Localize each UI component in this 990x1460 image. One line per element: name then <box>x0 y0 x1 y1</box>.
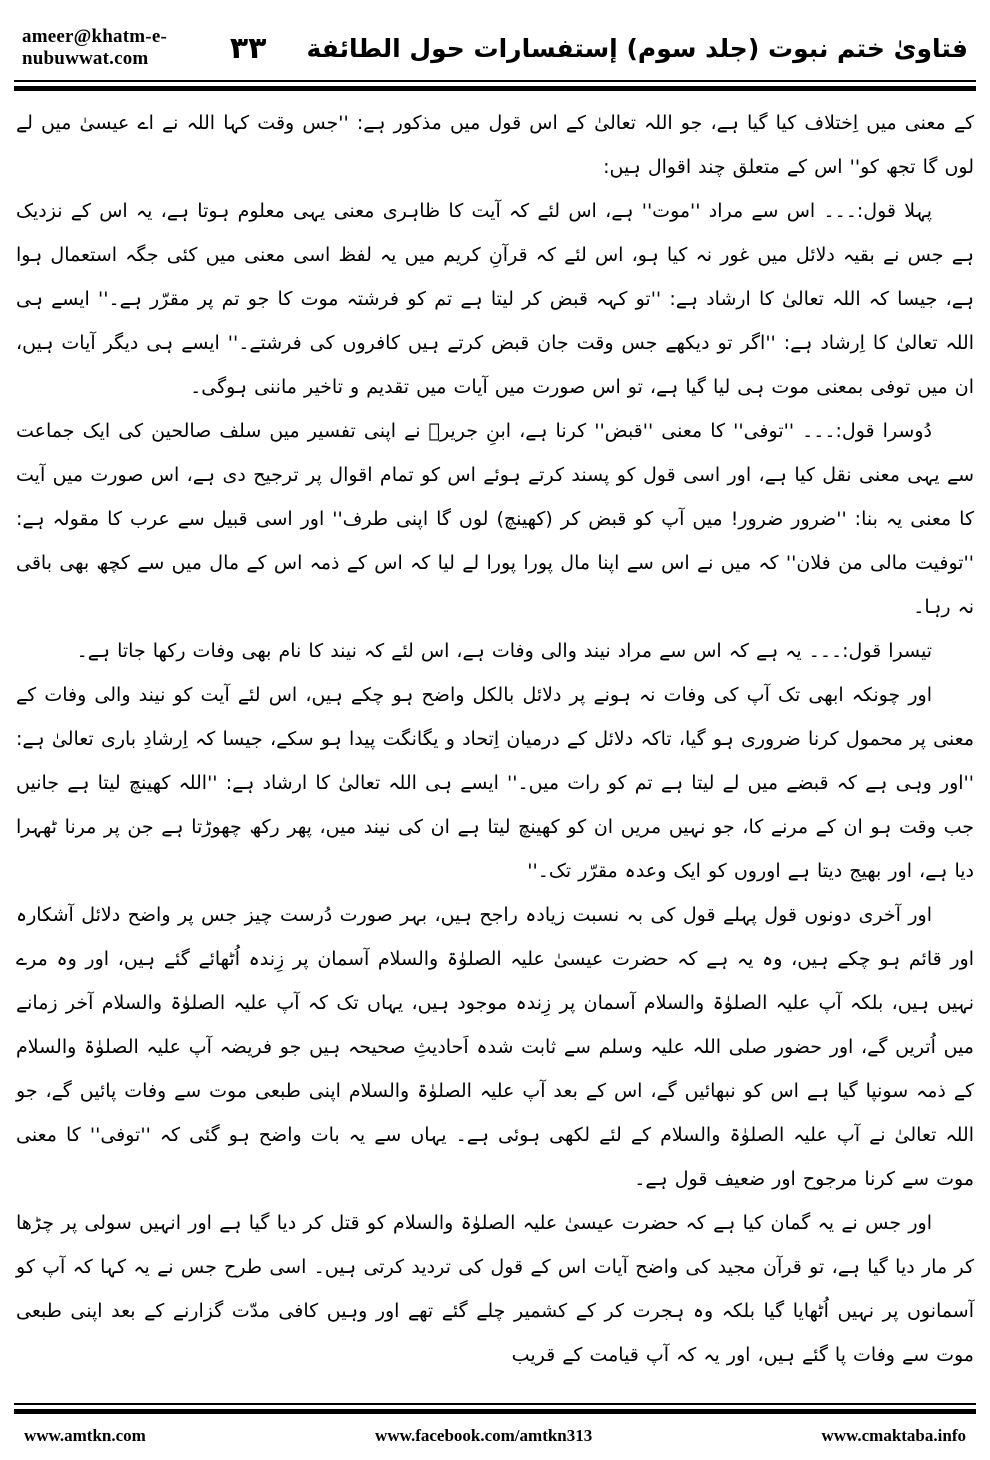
page-number: ۳۳ <box>229 30 267 66</box>
paragraph-continuation: کے معنی میں اِختلاف کیا گیا ہے، جو اللہ تعالیٰ کے اس قول میں مذکور ہے: ''جس وقت کہا اللہ نے اے عیسیٰ میں لے لوں گا تجھ کو'' اس کے متعلق چند اقوال ہیں: <box>16 112 974 178</box>
page-footer <box>14 1403 976 1452</box>
header-divider <box>14 80 976 91</box>
paragraph-third-opinion: تیسرا قول:۔۔۔ یہ ہے کہ اس سے مراد نیند والی وفات ہے، اس لئے کہ نیند کا نام بھی وفات رکھا جاتا ہے۔ <box>76 640 932 662</box>
paragraph-second-opinion: دُوسرا قول:۔۔۔ ''توفی'' کا معنی ''قبض'' کرنا ہے، ابنِ جریرؒ نے اپنی تفسیر میں سلف صالحین کی ایک جماعت سے یہی معنی نقل کیا ہے، اور اسی قول کو پسند کرتے ہوئے اس کو تمام اقوال پر ترجیح دی ہے، اس صورت میں آیت کا معنی یہ بنا: ''ضرور ضرور! میں آپ کو قبض کر (کھینچ) لوں گا اپنی طرف'' اور اسی قبیل سے عرب کا مقولہ ہے: ''توفیت مالی من فلان'' کہ میں نے اس سے اپنا مال پورا پورا لے لیا کہ اس کے ذمہ اس کے مال میں سے کچھ بھی باقی نہ رہا۔ <box>16 420 974 618</box>
book-title: فتاویٰ ختم نبوت (جلد سوم) إستفسارات حول الطائفة <box>306 33 968 63</box>
header-email: ameer@khatm-e-nubuwwat.com <box>22 26 167 69</box>
paragraph-refutation: اور جس نے یہ گمان کیا ہے کہ حضرت عیسیٰ علیہ الصلوٰۃ والسلام کو قتل کر دیا گیا ہے اور انہیں سولی پر چڑھا کر مار دیا گیا ہے، تو قرآن مجید کی واضح آیات اس کے قول کی تردید کرتی ہیں۔ اسی طرح جس نے یہ کہا کہ آپ کو آسمانوں پر نہیں اُٹھایا گیا بلکہ وہ ہجرت کر کے کشمیر چلے گئے تھے اور وہیں کافی مدّت گزارنے کے بعد اپنی طبعی موت سے وفات پا گئے ہیں، اور یہ کہ آپ قیامت کے قریب <box>16 1212 974 1366</box>
footer-link-amtkn: www.amtkn.com <box>24 1426 146 1445</box>
paragraph-explanation: اور چونکہ ابھی تک آپ کی وفات نہ ہونے پر دلائل بالکل واضح ہو چکے ہیں، اس لئے آیت کو نیند والی وفات کے معنی پر محمول کرنا ضروری ہو گیا، تاکہ دلائل کے درمیان اِتحاد و یگانگت پیدا ہو سکے، جیسا کہ اِرشادِ باری تعالیٰ ہے: ''اور وہی ہے کہ قبضے میں لے لیتا ہے تم کو رات میں۔'' ایسے ہی اللہ تعالیٰ کا ارشاد ہے: ''اللہ کھینچ لیتا ہے جانیں جب وقت ہو ان کے مرنے کا، جو نہیں مریں ان کو کھینچ لیتا ہے ان کی نیند میں، پھر رکھ چھوڑتا ہے جن پر مرنا ٹھہرا دیا ہے، اور بھیج دیتا ہے اوروں کو ایک وعدہ مقرّر تک۔'' <box>16 684 974 882</box>
page-body <box>14 91 976 1377</box>
paragraph-conclusion: اور آخری دونوں قول پہلے قول کی بہ نسبت زیادہ راجح ہیں، بہر صورت دُرست چیز جس پر واضح دلائل آشکارہ اور قائم ہو چکے ہیں، وہ یہ ہے کہ حضرت عیسیٰ علیہ الصلوٰۃ والسلام آسمان پر زِندہ اُٹھائے گئے ہیں، اور وہ مرے نہیں ہیں، بلکہ آپ علیہ الصلوٰۃ والسلام آسمان پر زِندہ موجود ہیں، یہاں تک کہ آپ علیہ الصلوٰۃ والسلام آخر زمانے میں اُتریں گے، اور حضور صلی اللہ علیہ وسلم سے ثابت شدہ اَحادیثِ صحیحہ ہیں جو فریضہ آپ علیہ الصلوٰۃ والسلام کے ذمہ سونپا گیا ہے اس کو نبھائیں گے، اس کے بعد آپ علیہ الصلوٰۃ والسلام اپنی طبعی موت سے وفات پائیں گے، جو اللہ تعالیٰ نے آپ علیہ الصلوٰۃ والسلام کے لئے لکھی ہوئی ہے۔ یہاں سے یہ بات واضح ہو گئی کہ ''توفی'' کا معنی موت سے کرنا مرجوح اور ضعیف قول ہے۔ <box>16 904 974 1190</box>
footer-link-facebook: www.facebook.com/amtkn313 <box>375 1426 593 1445</box>
footer-links <box>14 1414 976 1452</box>
footer-link-cmaktaba: www.cmaktaba.info <box>821 1426 966 1445</box>
page-header <box>14 0 976 80</box>
paragraph-first-opinion: پہلا قول:۔۔۔ اس سے مراد ''موت'' ہے، اس لئے کہ آیت کا ظاہری معنی یہی معلوم ہوتا ہے، یہ اس کے نزدیک ہے جس نے بقیہ دلائل میں غور نہ کیا ہو، اس لئے کہ قرآنِ کریم میں یہ لفظ اسی معنی میں کئی جگہ استعمال ہوا ہے، جیسا کہ اللہ تعالیٰ کا ارشاد ہے: ''تو کہہ قبض کر لیتا ہے تم کو فرشتہ موت کا جو تم پر مقرّر ہے۔'' ایسے ہی اللہ تعالیٰ کا اِرشاد ہے: ''اگر تو دیکھے جس وقت جان قبض کرتے ہیں کافروں کی فرشتے۔'' ایسے ہی دیگر آیات ہیں، ان میں توفی بمعنی موت ہی لیا گیا ہے، تو اس صورت میں آیات میں تقدیم و تاخیر ماننی ہوگی۔ <box>16 200 974 398</box>
footer-divider <box>14 1403 976 1414</box>
